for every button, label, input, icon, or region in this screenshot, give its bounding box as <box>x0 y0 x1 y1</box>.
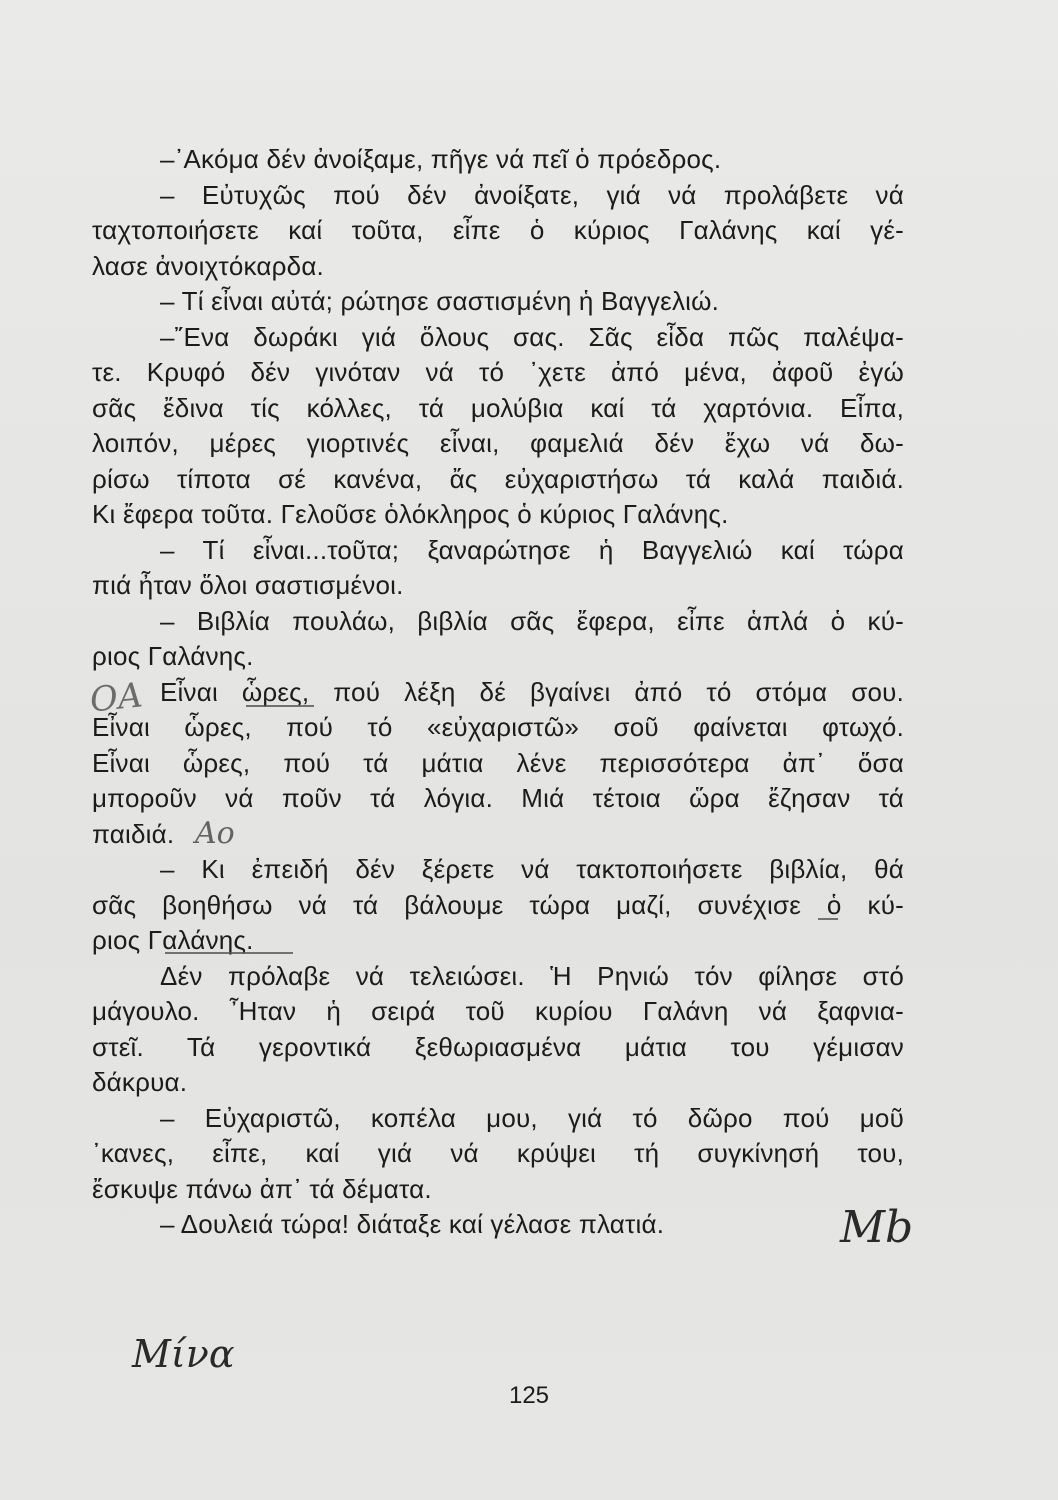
text-line: Εἶναι ὧρες, πού τό «εὐχαριστῶ» σοῦ φαίνεται φτωχό. <box>92 712 904 742</box>
text-line: πιά ἦταν ὅλοι σαστισμένοι. <box>92 570 404 600</box>
text-line: δάκρυα. <box>92 1067 188 1097</box>
text-line: ταχτοποιήσετε καί τοῦτα, εἶπε ὁ κύριος Γαλάνης καί γέ- <box>92 215 904 245</box>
handwritten-inline-note: Αο <box>195 816 235 851</box>
text-line: Κι ἔφερα τοῦτα. Γελοῦσε ὁλόκληρος ὁ κύριος Γαλάνης. <box>92 499 729 529</box>
page-number: 125 <box>508 1382 550 1409</box>
text-line: Εἶναι ὧρες, πού τά μάτια λένε περισσότερα ἀπ᾿ ὅσα <box>92 747 904 778</box>
text-line: ρίσω τίποτα σέ κανένα, ἄς εὐχαριστήσω τά καλά παιδιά. <box>92 463 904 494</box>
text-line: –᾿Ακόμα δέν ἀνοίξαμε, πῆγε νά πεῖ ὁ πρόεδρος. <box>160 144 722 174</box>
text-line: ἔσκυψε πάνω ἀπ᾿ τά δέματα. <box>92 1173 432 1204</box>
text-line: Δέν πρόλαβε νά τελειώσει. Ἡ Ρηνιώ τόν φίλησε στό <box>160 960 904 991</box>
text-line: – Τί εἶναι...τοῦτα; ξαναρώτησε ἡ Βαγγελιώ καί τώρα <box>160 534 904 565</box>
text-line: –῎Ενα δωράκι γιά ὅλους σας. Σᾶς εἶδα πῶς παλέψα- <box>160 321 904 352</box>
text-line: μάγουλο. ῏Ηταν ἡ σειρά τοῦ κυρίου Γαλάνη νά ξαφνια- <box>92 996 904 1026</box>
pencil-underline <box>165 952 293 954</box>
text-line: – Δουλειά τώρα! διάταξε καί γέλασε πλατιά. <box>160 1209 665 1239</box>
handwritten-name: Μίνα <box>132 1332 235 1376</box>
text-line: – Κι ἐπειδή δέν ξέρετε νά τακτοποιήσετε βιβλία, θά <box>160 854 904 884</box>
text-line: παιδιά. <box>92 818 175 849</box>
text-line: σᾶς ἔδινα τίς κόλλες, τά μολύβια καί τά χαρτόνια. Εἶπα, <box>92 392 904 423</box>
text-line: λοιπόν, μέρες γιορτινές εἶναι, φαμελιά δέν ἔχω νά δω- <box>92 428 904 458</box>
text-line: σᾶς βοηθήσω νά τά βάλουμε τώρα μαζί, συνέχισε ὁ κύ- <box>92 889 904 920</box>
text-line: στεῖ. Τά γεροντικά ξεθωριασμένα μάτια του γέμισαν <box>92 1031 904 1062</box>
handwritten-margin-note: ΟΑ <box>88 675 145 721</box>
text-line: μποροῦν νά ποῦν τά λόγια. Μιά τέτοια ὥρα ἔζησαν τά <box>92 783 904 813</box>
pencil-underline <box>818 918 838 920</box>
pencil-underline <box>246 705 314 707</box>
text-line: – Εὐτυχῶς πού δέν ἀνοίξατε, γιά νά προλάβετε νά <box>160 179 904 210</box>
text-line: ριος Γαλάνης. <box>92 641 254 671</box>
text-line: – Εὐχαριστῶ, κοπέλα μου, γιά τό δῶρο πού μοῦ <box>160 1102 904 1133</box>
text-line: ριος Γαλάνης. <box>92 925 254 955</box>
text-line: ᾿κανες, εἶπε, καί γιά νά κρύψει τή συγκίνησή του, <box>92 1138 904 1168</box>
body-text <box>92 142 904 1243</box>
text-line: τε. Κρυφό δέν γινόταν νά τό ᾿χετε ἀπό μένα, ἀφοῦ ἐγώ <box>92 357 904 387</box>
text-line: Εἶναι ὧρες, πού λέξη δέ βγαίνει ἀπό τό στόμα σου. <box>160 676 904 707</box>
text-line: – Βιβλία πουλάω, βιβλία σᾶς ἔφερα, εἶπε ἁπλά ὁ κύ- <box>160 605 904 636</box>
handwritten-initials: Μb <box>840 1202 914 1253</box>
text-line: λασε ἀνοιχτόκαρδα. <box>92 250 324 281</box>
text-line: – Τί εἶναι αὐτά; ρώτησε σαστισμένη ἡ Βαγγελιώ. <box>160 286 720 316</box>
